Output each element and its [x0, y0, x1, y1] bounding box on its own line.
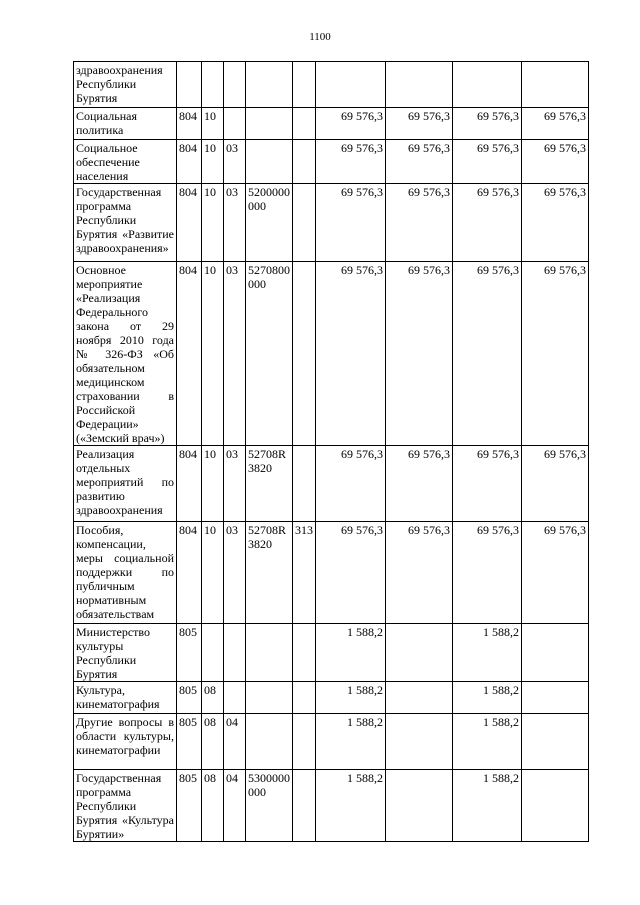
amount-4: 69 576,3	[522, 262, 589, 446]
amount-3	[453, 62, 522, 108]
subsection-code	[224, 682, 246, 714]
amount-3: 1 588,2	[453, 714, 522, 770]
amount-4: 69 576,3	[522, 108, 589, 140]
amount-3: 69 576,3	[453, 522, 522, 624]
target-article-code: 5270800000	[246, 262, 293, 446]
expense-type-code	[293, 446, 316, 522]
amount-1: 1 588,2	[316, 714, 386, 770]
table-row	[74, 770, 589, 842]
target-article-code	[246, 624, 293, 682]
amount-1: 69 576,3	[316, 140, 386, 184]
budget-table	[73, 61, 589, 842]
section-code: 10	[202, 262, 224, 446]
amount-1: 69 576,3	[316, 522, 386, 624]
table-row	[74, 184, 589, 262]
subsection-code	[224, 62, 246, 108]
amount-4: 69 576,3	[522, 140, 589, 184]
row-name: Министерство культуры Республики Бурятия	[74, 624, 177, 682]
table-row	[74, 624, 589, 682]
grbs-code: 805	[177, 624, 202, 682]
subsection-code: 03	[224, 184, 246, 262]
section-code: 10	[202, 140, 224, 184]
section-code: 08	[202, 714, 224, 770]
amount-2: 69 576,3	[386, 446, 453, 522]
row-name: Пособия, компенсации, меры социальной поддержки по публичным нормативным обязательствам	[74, 522, 177, 624]
target-article-code	[246, 682, 293, 714]
section-code: 10	[202, 522, 224, 624]
target-article-code	[246, 62, 293, 108]
subsection-code: 03	[224, 262, 246, 446]
table-row	[74, 62, 589, 108]
target-article-code	[246, 714, 293, 770]
amount-1: 69 576,3	[316, 184, 386, 262]
amount-4	[522, 770, 589, 842]
row-name: Культура, кинематография	[74, 682, 177, 714]
amount-3: 69 576,3	[453, 446, 522, 522]
row-name: Государственная программа Республики Бурятия «Развитие здравоохранения»	[74, 184, 177, 262]
table-row	[74, 522, 589, 624]
grbs-code: 804	[177, 140, 202, 184]
grbs-code: 804	[177, 108, 202, 140]
grbs-code: 804	[177, 184, 202, 262]
amount-2: 69 576,3	[386, 184, 453, 262]
subsection-code: 03	[224, 522, 246, 624]
amount-1: 1 588,2	[316, 624, 386, 682]
amount-3: 1 588,2	[453, 770, 522, 842]
table-row	[74, 140, 589, 184]
expense-type-code	[293, 184, 316, 262]
section-code	[202, 624, 224, 682]
amount-2	[386, 770, 453, 842]
target-article-code	[246, 108, 293, 140]
target-article-code	[246, 140, 293, 184]
table-row	[74, 262, 589, 446]
expense-type-code	[293, 770, 316, 842]
table-row	[74, 108, 589, 140]
expense-type-code	[293, 262, 316, 446]
grbs-code: 805	[177, 770, 202, 842]
amount-4	[522, 624, 589, 682]
table-row	[74, 446, 589, 522]
amount-1: 1 588,2	[316, 770, 386, 842]
section-code: 08	[202, 682, 224, 714]
section-code: 10	[202, 446, 224, 522]
amount-1: 1 588,2	[316, 682, 386, 714]
row-name: здравоохранения Республики Бурятия	[74, 62, 177, 108]
amount-1: 69 576,3	[316, 262, 386, 446]
amount-1: 69 576,3	[316, 108, 386, 140]
amount-3: 69 576,3	[453, 140, 522, 184]
expense-type-code	[293, 140, 316, 184]
row-name: Социальная политика	[74, 108, 177, 140]
target-article-code: 52708R3820	[246, 446, 293, 522]
amount-3: 69 576,3	[453, 184, 522, 262]
amount-2	[386, 682, 453, 714]
amount-2: 69 576,3	[386, 262, 453, 446]
row-name: Основное мероприятие «Реализация Федерального закона от 29 ноября 2010 года № 326-ФЗ «Об обязательном медицинском страховании в Российской Федерации» («Земский врач»)	[74, 262, 177, 446]
subsection-code	[224, 108, 246, 140]
grbs-code: 804	[177, 262, 202, 446]
expense-type-code	[293, 714, 316, 770]
expense-type-code	[293, 62, 316, 108]
target-article-code: 52708R3820	[246, 522, 293, 624]
grbs-code: 805	[177, 714, 202, 770]
subsection-code: 04	[224, 770, 246, 842]
amount-3: 69 576,3	[453, 108, 522, 140]
expense-type-code	[293, 624, 316, 682]
grbs-code: 804	[177, 446, 202, 522]
amount-2: 69 576,3	[386, 140, 453, 184]
amount-2	[386, 714, 453, 770]
row-name: Реализация отдельных мероприятий по развитию здравоохранения	[74, 446, 177, 522]
amount-2: 69 576,3	[386, 522, 453, 624]
table-row	[74, 714, 589, 770]
subsection-code	[224, 624, 246, 682]
subsection-code: 03	[224, 446, 246, 522]
row-name: Другие вопросы в области культуры, кинематографии	[74, 714, 177, 770]
amount-2: 69 576,3	[386, 108, 453, 140]
section-code	[202, 62, 224, 108]
amount-3: 1 588,2	[453, 682, 522, 714]
table-row	[74, 682, 589, 714]
grbs-code: 804	[177, 522, 202, 624]
amount-3: 1 588,2	[453, 624, 522, 682]
amount-4: 69 576,3	[522, 522, 589, 624]
amount-4	[522, 62, 589, 108]
page-number: 1100	[309, 31, 331, 43]
amount-2	[386, 624, 453, 682]
section-code: 08	[202, 770, 224, 842]
amount-4	[522, 714, 589, 770]
row-name: Государственная программа Республики Бурятия «Культура Бурятии»	[74, 770, 177, 842]
target-article-code: 5300000000	[246, 770, 293, 842]
subsection-code: 04	[224, 714, 246, 770]
amount-3: 69 576,3	[453, 262, 522, 446]
section-code: 10	[202, 108, 224, 140]
amount-2	[386, 62, 453, 108]
expense-type-code	[293, 682, 316, 714]
amount-4: 69 576,3	[522, 446, 589, 522]
amount-1: 69 576,3	[316, 446, 386, 522]
amount-1	[316, 62, 386, 108]
target-article-code: 5200000000	[246, 184, 293, 262]
subsection-code: 03	[224, 140, 246, 184]
section-code: 10	[202, 184, 224, 262]
amount-4	[522, 682, 589, 714]
expense-type-code: 313	[293, 522, 316, 624]
grbs-code: 805	[177, 682, 202, 714]
amount-4: 69 576,3	[522, 184, 589, 262]
expense-type-code	[293, 108, 316, 140]
row-name: Социальное обеспечение населения	[74, 140, 177, 184]
grbs-code	[177, 62, 202, 108]
